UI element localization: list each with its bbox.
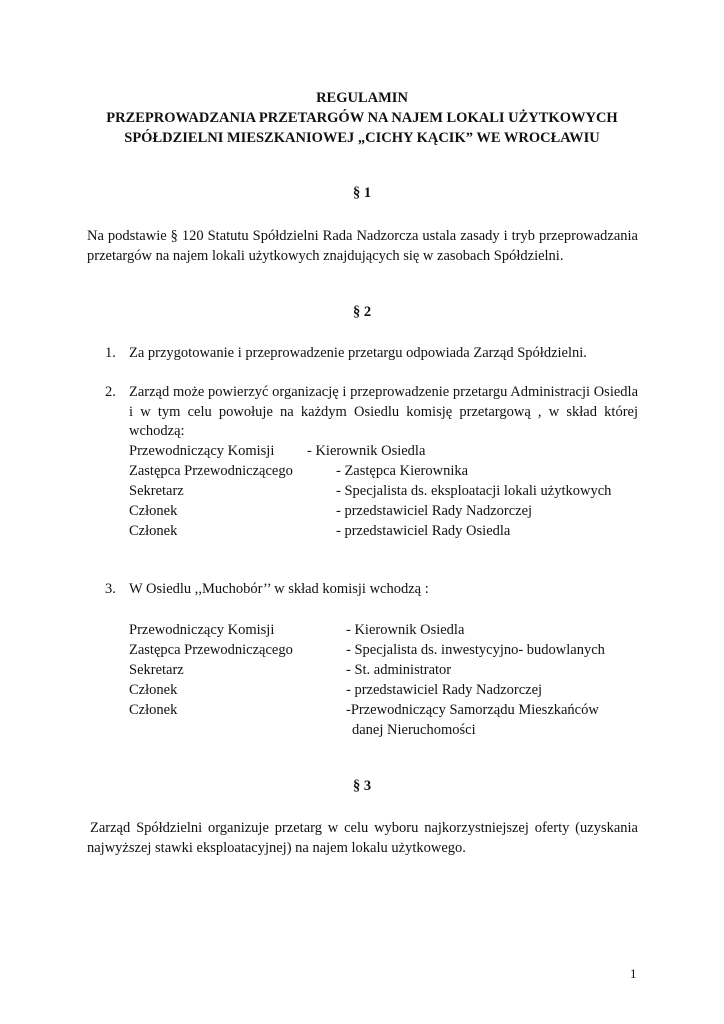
committee-role: Członek xyxy=(129,523,178,539)
list-item-text: Zarząd może powierzyć organizację i przeprowadzenie przetargu Administracji Osiedla i w tym celu powołuje na każdym Osiedlu komisję przetargową , w skład której wchodzą: xyxy=(129,384,638,439)
list-item xyxy=(105,383,638,442)
committee-member: - Specjalista ds. eksploatacji lokali użytkowych xyxy=(336,483,612,499)
committee-role: Przewodniczący Komisji xyxy=(129,622,275,638)
committee-role: Sekretarz xyxy=(129,483,184,499)
committee-member: - przedstawiciel Rady Osiedla xyxy=(336,523,511,539)
committee-role: Członek xyxy=(129,682,178,698)
committee-member: - St. administrator xyxy=(346,662,452,678)
section-1-heading: § 1 xyxy=(352,185,372,201)
section-1-paragraph: Na podstawie § 120 Statutu Spółdzielni Rada Nadzorcza ustala zasady i tryb przeprowadzania przetargów na najem lokali użytkowych znajdujących się w zasobach Spółdzielni. xyxy=(87,228,638,264)
list-item xyxy=(105,344,638,364)
committee-member: - przedstawiciel Rady Nadzorczej xyxy=(336,503,533,519)
page-number: 1 xyxy=(630,966,637,981)
section-3-paragraph: Zarząd Spółdzielni organizuje przetarg w celu wyboru najkorzystniejszej oferty (uzyskania najwyższej stawki eksploatacyjnej) na najem lokalu użytkowego. xyxy=(87,820,638,856)
committee-member: - przedstawiciel Rady Nadzorczej xyxy=(346,682,543,698)
committee-member: -Przewodniczący Samorządu Mieszkańców xyxy=(346,702,599,718)
committee-role: Zastępca Przewodniczącego xyxy=(129,463,293,479)
committee-role: Członek xyxy=(129,503,178,519)
list-item-number: 1. xyxy=(105,345,116,361)
committee-role: Sekretarz xyxy=(129,662,184,678)
doc-title-line-1: REGULAMIN xyxy=(316,90,408,106)
committee-member: - Kierownik Osiedla xyxy=(307,443,426,459)
list-item-number: 3. xyxy=(105,581,116,597)
committee-role: Członek xyxy=(129,702,178,718)
list-item-text: Za przygotowanie i przeprowadzenie przetargu odpowiada Zarząd Spółdzielni. xyxy=(129,345,587,361)
doc-title-line-3: SPÓŁDZIELNI MIESZKANIOWEJ „CICHY KĄCIK” WE WROCŁAWIU xyxy=(124,130,600,146)
committee-member: - Zastępca Kierownika xyxy=(336,463,469,479)
list-item xyxy=(105,580,638,600)
committee-member: - Kierownik Osiedla xyxy=(346,622,465,638)
doc-title-line-2: PRZEPROWADZANIA PRZETARGÓW NA NAJEM LOKALI UŻYTKOWYCH xyxy=(106,110,618,126)
committee-member: - Specjalista ds. inwestycyjno- budowlanych xyxy=(346,642,605,658)
section-2-heading: § 2 xyxy=(352,304,372,320)
list-item-number: 2. xyxy=(105,384,116,400)
list-item-text: W Osiedlu ,,Muchobór’’ w skład komisji wchodzą : xyxy=(129,581,429,597)
committee-member-continuation: danej Nieruchomości xyxy=(352,722,476,738)
committee-role: Przewodniczący Komisji xyxy=(129,443,275,459)
committee-role: Zastępca Przewodniczącego xyxy=(129,642,293,658)
section-3-heading: § 3 xyxy=(352,778,372,794)
